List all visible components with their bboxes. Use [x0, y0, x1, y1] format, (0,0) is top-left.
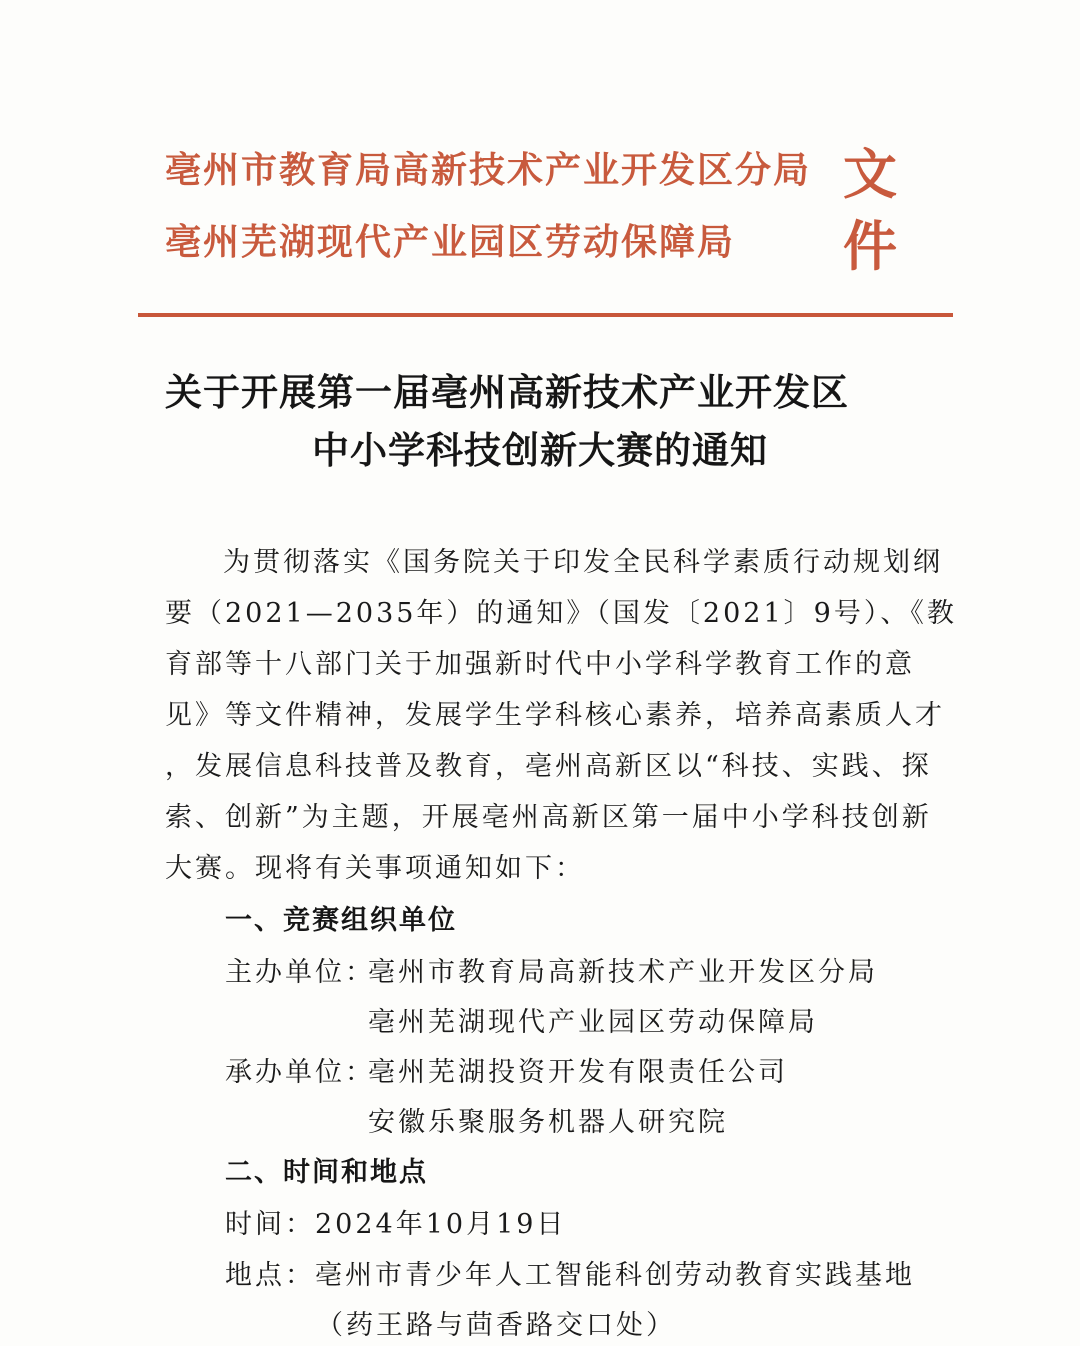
section-1-heading: 一、竞赛组织单位: [225, 905, 457, 936]
issuer-line-1: 亳州市教育局高新技术产业开发区分局: [165, 149, 812, 191]
document-type-label: [835, 138, 905, 282]
red-divider-line: [138, 313, 953, 317]
jian-character: 件: [843, 214, 897, 278]
host-unit-2: 亳州芜湖现代产业园区劳动保障局: [368, 1007, 818, 1038]
issuer-line-2: 亳州芜湖现代产业园区劳动保障局: [165, 221, 736, 263]
host-label: 主办单位：: [225, 957, 375, 988]
document-header: [165, 138, 905, 278]
wen-character: 文: [843, 142, 897, 206]
intro-line: 大赛。现将有关事项通知如下：: [165, 853, 585, 884]
intro-paragraph: [165, 537, 957, 894]
intro-line: 见》等文件精神，发展学生学科核心素养，培养高素质人才: [165, 700, 945, 731]
section-2-heading: 二、时间和地点: [225, 1157, 428, 1188]
notice-title-line-1: 关于开展第一届亳州高新技术产业开发区: [165, 371, 849, 414]
host-unit-1: 亳州市教育局高新技术产业开发区分局: [368, 957, 878, 988]
organizer-label: 承办单位：: [225, 1057, 375, 1088]
organizer-unit-1: 亳州芜湖投资开发有限责任公司: [368, 1057, 788, 1088]
event-place-note: （药王路与茴香路交口处）: [316, 1310, 676, 1341]
intro-line: 为贯彻落实《国务院关于印发全民科学素质行动规划纲: [223, 547, 943, 578]
intro-line: 育部等十八部门关于加强新时代中小学科学教育工作的意: [165, 649, 915, 680]
event-place: 地点：亳州市青少年人工智能科创劳动教育实践基地: [225, 1260, 915, 1291]
intro-line: ，发展信息科技普及教育，亳州高新区以“科技、实践、探: [165, 751, 932, 782]
event-time: 时间：2024年10月19日: [225, 1209, 567, 1240]
intro-line: 要（2021—2035年）的通知》（国发〔2021〕9号）、《教: [165, 598, 957, 629]
organizer-unit-2: 安徽乐聚服务机器人研究院: [368, 1107, 728, 1138]
intro-line: 索、创新”为主题，开展亳州高新区第一届中小学科技创新: [165, 802, 932, 833]
notice-title-line-2: 中小学科技创新大赛的通知: [312, 429, 768, 472]
